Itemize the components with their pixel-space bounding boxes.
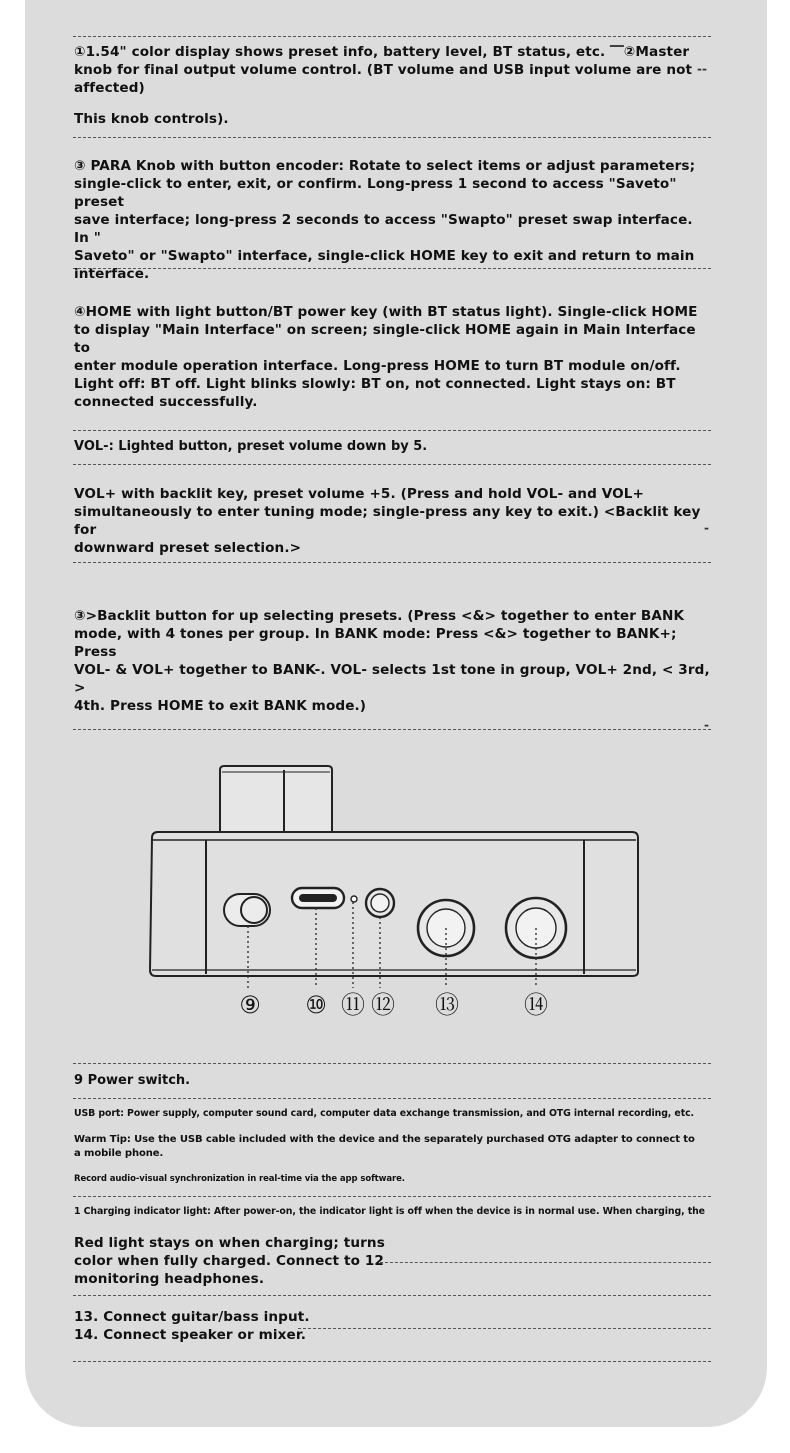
divider [73,729,711,730]
knob-controls-text: This knob controls). [74,111,229,127]
label-12: ⑫ [371,991,395,1019]
warm-tip-text: Warm Tip: Use the USB cable included with the device and the separately purchased OTG adapter to connect to a mobile phone. [74,1134,695,1159]
power-switch-text: 9 Power switch. [74,1073,191,1088]
connections-text: 13. Connect guitar/bass input. 14. Connect speaker or mixer. [74,1309,310,1343]
dash-mark: -- [697,62,707,76]
label-13: ⑬ [435,991,459,1019]
divider [380,1262,711,1263]
label-9: ⑨ [239,991,261,1019]
bank-mode-text: ③>Backlit button for up selecting presets. (Press <&> together to enter BANK mode, with 4 tones per group. In BANK mode: Press <&> together to BANK+; Press VOL- & VOL+ together to BANK-. VOL- selects 1st tone in group, VOL+ 2nd, < 3rd, > 4th. Press HOME to exit BANK mode.) [74,608,710,714]
usb-port-text: USB port: Power supply, computer sound card, computer data exchange transmission, and OTG internal recording, etc. [74,1108,694,1119]
para-knob-text: ③ PARA Knob with button encoder: Rotate to select items or adjust parameters; single-click to enter, exit, or confirm. Long-press 1 second to access "Saveto" preset save interface; long-press 2 seconds to access "Swapto" preset swap interface. In " Saveto" or "Swapto" interface, single-click HOME key to exit and return to main interface. [74,158,696,282]
device-body [150,766,638,976]
divider [298,1328,711,1329]
device-diagram [0,760,790,1030]
label-11: ⑪ [341,991,365,1019]
divider [73,1098,711,1099]
record-text: Record audio-visual synchronization in real-time via the app software. [74,1174,405,1184]
vol-minus-text: VOL-: Lighted button, preset volume down by 5. [74,439,428,454]
divider [73,430,711,431]
home-button-text: ④HOME with light button/BT power key (with BT status light). Single-click HOME to display "Main Interface" on screen; single-click HOME again in Main Interface to enter module operation interface. Long-press HOME to turn BT module on/off. Light off: BT off. Light blinks slowly: BT on, not connected. Light stays on: BT connected successfully. [74,304,698,410]
vol-plus-text: VOL+ with backlit key, preset volume +5. (Press and hold VOL- and VOL+ simultaneously to enter tuning mode; single-press any key to exit.) <Backlit key for downward preset selection.> [74,486,701,556]
divider [73,1196,711,1197]
dash-mark: - [704,521,709,535]
divider [73,137,711,138]
divider [73,562,711,563]
divider [73,1361,711,1362]
dash-mark: - [704,718,709,732]
divider [73,1063,711,1064]
display-text: ①1.54" color display shows preset info, battery level, BT status, etc. ⎺②Master knob for final output volume control. (BT volume and USB input volume are not affected) [74,44,693,96]
divider [73,464,711,465]
label-10: ⑩ [305,991,327,1019]
charging-text: 1 Charging indicator light: After power-on, the indicator light is off when the device is in normal use. When charging, the [74,1206,705,1217]
divider [73,1295,711,1296]
label-14: ⑭ [524,991,548,1019]
divider [73,36,711,37]
red-light-text: Red light stays on when charging; turns color when fully charged. Connect to 12 monitoring headphones. [74,1235,385,1287]
